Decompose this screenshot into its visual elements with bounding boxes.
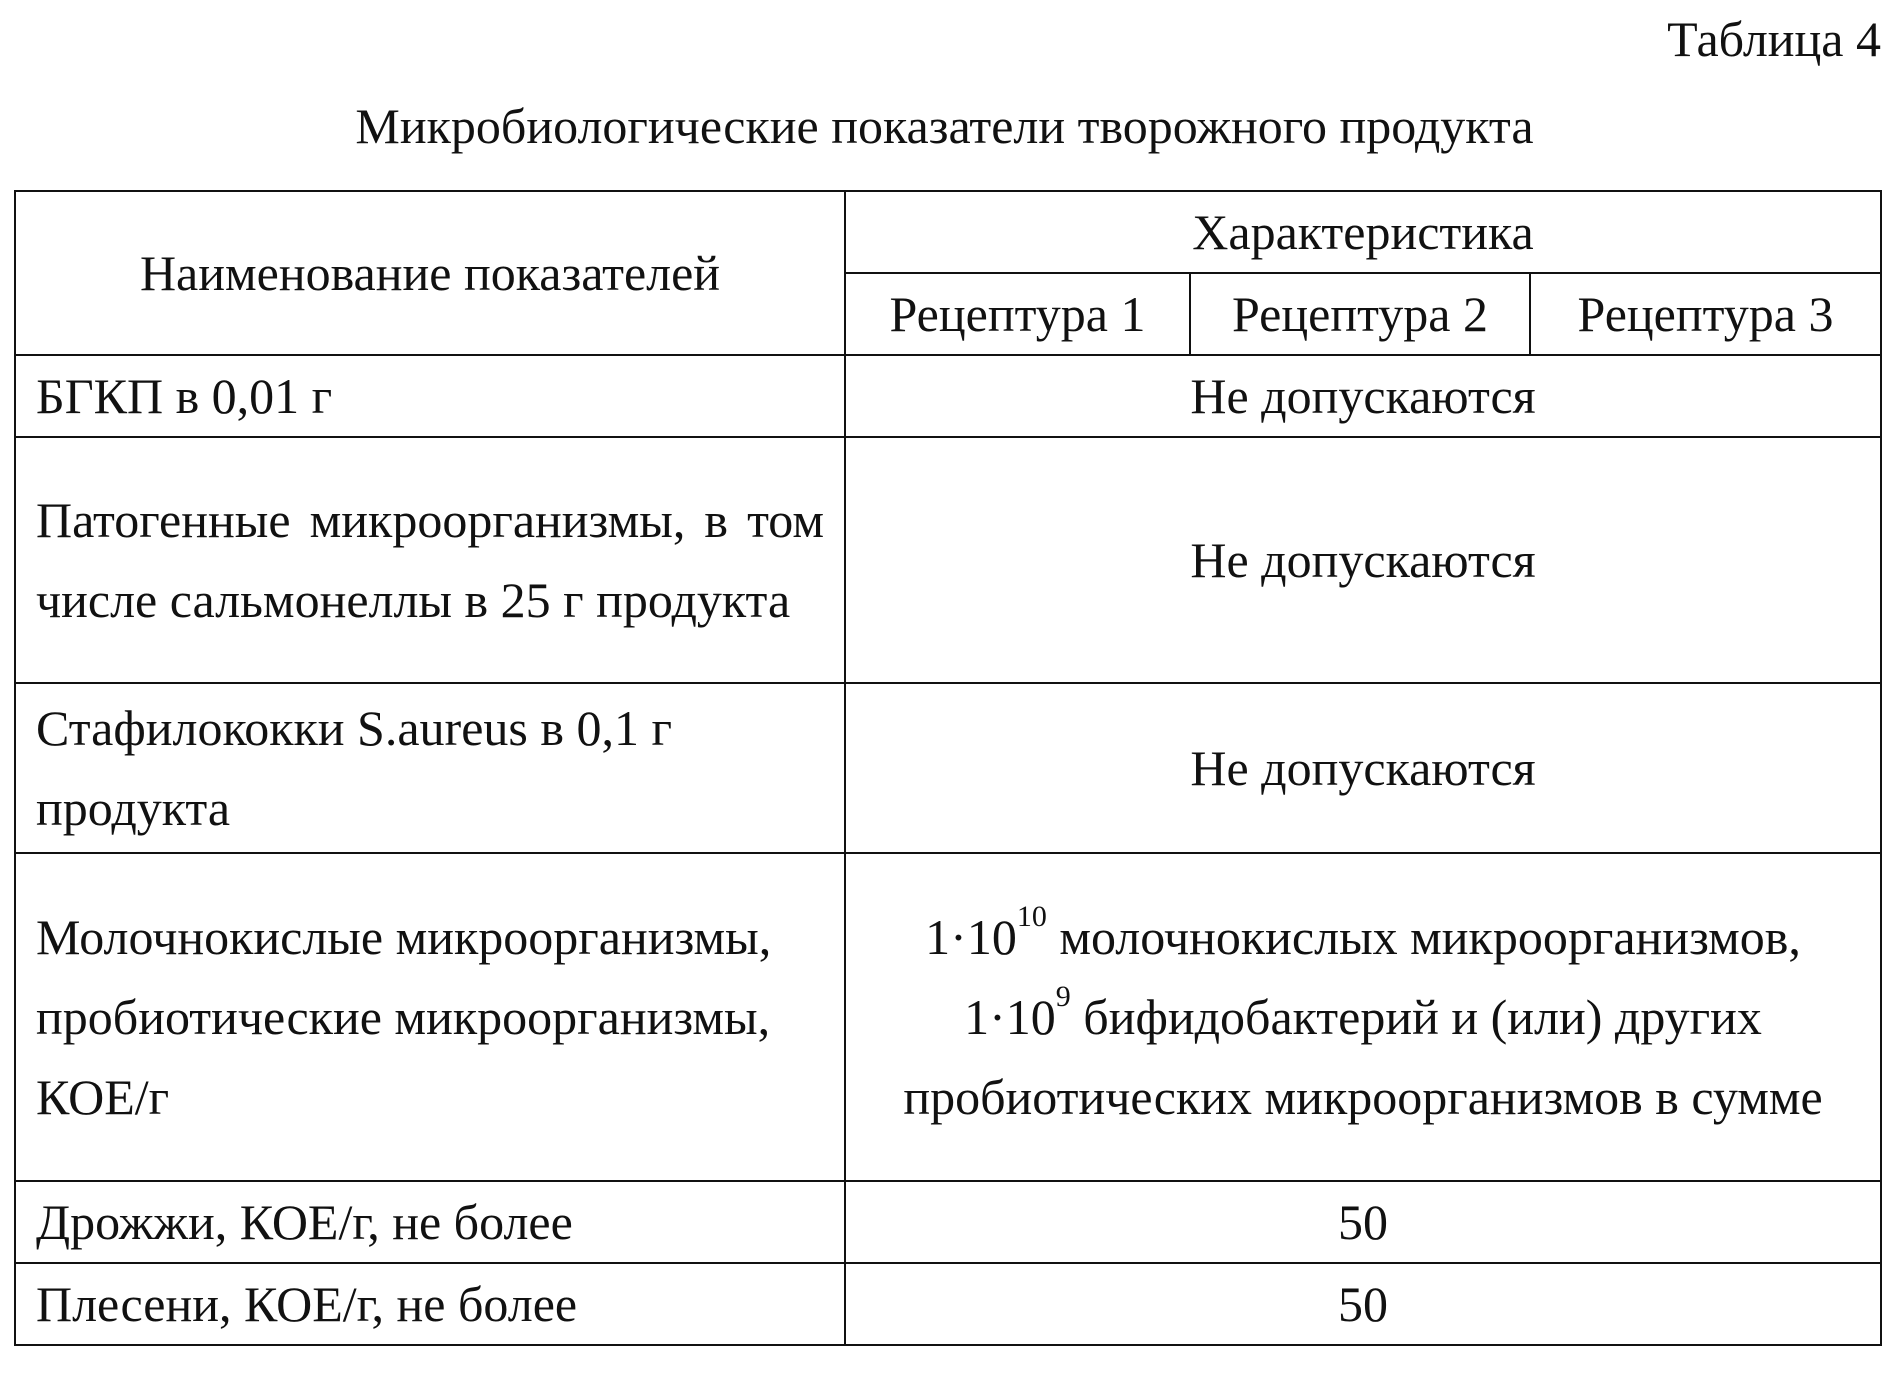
- header-row-1: [15, 191, 1881, 273]
- table-row: [15, 853, 1881, 1181]
- indicator-name: Плесени, КОЕ/г, не более: [15, 1263, 845, 1345]
- indicator-value: 50: [845, 1181, 1881, 1263]
- table-row: [15, 1181, 1881, 1263]
- indicator-name: Стафилококки S.aureus в 0,1 г продукта: [15, 683, 845, 853]
- lactic-count-exponent: 10: [1016, 900, 1047, 933]
- indicator-name: БГКП в 0,01 г: [15, 355, 845, 437]
- table-number-label: Таблица 4: [1667, 11, 1881, 67]
- lactic-count-base: 1·10: [925, 909, 1017, 965]
- table-title: Микробиологические показатели творожного продукта: [355, 98, 1534, 154]
- indicator-name: Патогенные микроорганизмы, в том числе сальмонеллы в 25 г продукта: [15, 437, 845, 683]
- indicator-value: Не допускаются: [845, 683, 1881, 853]
- indicator-value: Не допускаются: [845, 437, 1881, 683]
- header-name-column: Наименование показателей: [15, 191, 845, 355]
- header-recipe-1: Рецептура 1: [845, 273, 1190, 355]
- indicator-name: Молочнокислые микроорганизмы, пробиотические микроорганизмы, КОЕ/г: [15, 853, 845, 1181]
- table-row: [15, 355, 1881, 437]
- indicator-value: Не допускаются: [845, 355, 1881, 437]
- table-row: [15, 1263, 1881, 1345]
- indicator-name: Дрожжи, КОЕ/г, не более: [15, 1181, 845, 1263]
- table-row: [15, 683, 1881, 853]
- indicator-value: [845, 853, 1881, 1181]
- bifido-count-exponent: 9: [1055, 980, 1071, 1013]
- header-characteristic: Характеристика: [845, 191, 1881, 273]
- header-recipe-2: Рецептура 2: [1190, 273, 1530, 355]
- lactic-count-text: молочнокислых микроорганизмов,: [1059, 909, 1801, 965]
- indicator-value: 50: [845, 1263, 1881, 1345]
- microbiology-table: [14, 190, 1882, 1346]
- table-row: [15, 437, 1881, 683]
- bifido-count-text: бифидобактерий и (или) других пробиотических микроорганизмов в сумме: [903, 989, 1823, 1125]
- header-recipe-3: Рецептура 3: [1530, 273, 1881, 355]
- bifido-count-base: 1·10: [964, 989, 1056, 1045]
